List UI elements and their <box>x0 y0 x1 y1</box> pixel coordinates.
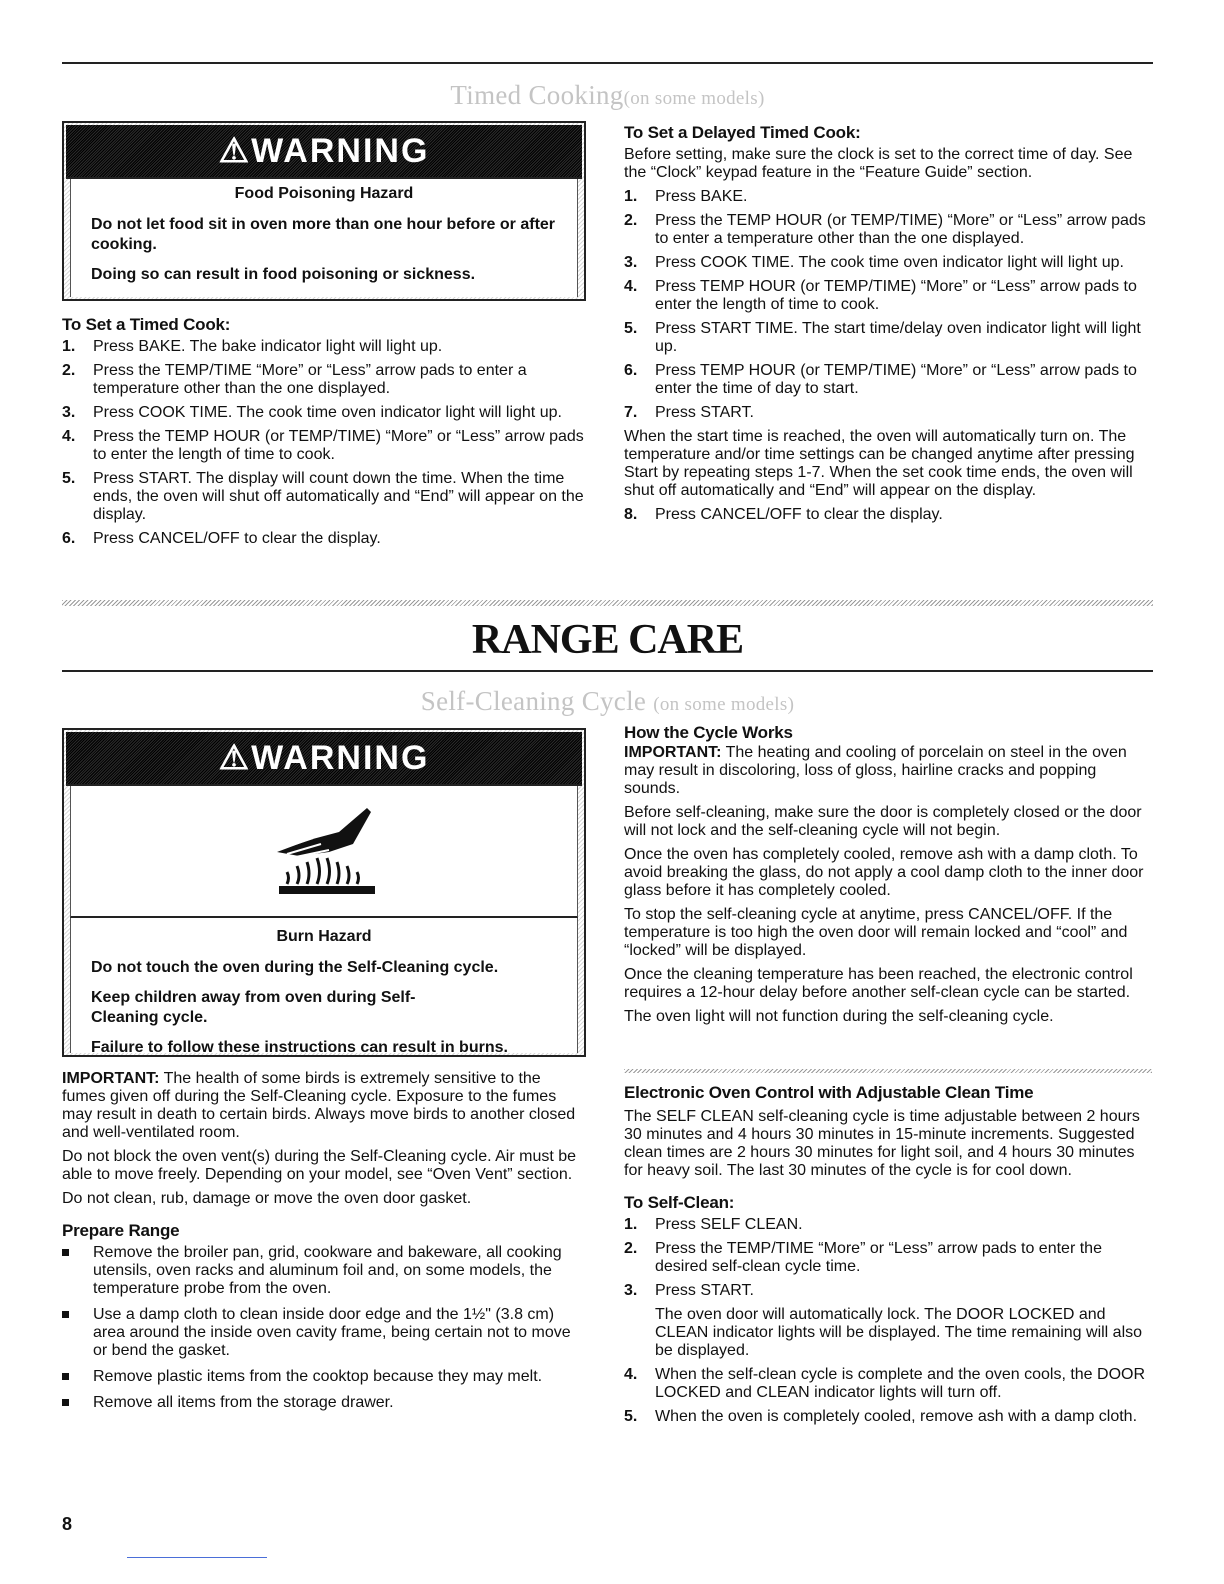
step-text: Press TEMP HOUR (or TEMP/TIME) “More” or “Less” arrow pads to enter the time of day to start. <box>655 362 1137 397</box>
self-clean-left-column <box>62 1070 587 1420</box>
self-clean-steps-continued <box>624 1366 1152 1426</box>
list-item <box>624 212 1152 248</box>
section-divider <box>62 600 1153 606</box>
list-item <box>624 1282 1152 1300</box>
warning-banner-label: ⚠WARNING <box>218 132 430 170</box>
porcelain-important-paragraph <box>624 744 1152 798</box>
warning-banner <box>66 125 582 179</box>
vent-paragraph: Do not block the oven vent(s) during the Self-Cleaning cycle. Air must be able to move freely. Depending on your model, see “Oven Vent” section. <box>62 1148 577 1183</box>
footer-link-underline <box>127 1557 267 1558</box>
step-text: Press the TEMP/TIME “More” or “Less” arrow pads to enter the desired self-clean cycle time. <box>655 1240 1102 1275</box>
step-number: 3. <box>62 404 76 421</box>
step-text: Press CANCEL/OFF to clear the display. <box>93 530 381 547</box>
important-label: IMPORTANT: <box>624 744 722 761</box>
step-text: Press START TIME. The start time/delay oven indicator light will light up. <box>655 320 1141 355</box>
self-clean-steps-heading: To Self-Clean: <box>624 1193 735 1212</box>
hot-surface-hand-icon <box>269 800 389 900</box>
column-divider <box>624 1069 1152 1073</box>
range-care-rule <box>62 670 1153 672</box>
step-text: Press the TEMP HOUR (or TEMP/TIME) “More” or “Less” arrow pads to enter a temperature other than the one displayed. <box>655 212 1146 247</box>
step-text: Press START. <box>655 404 754 421</box>
warning-line: Do not let food sit in oven more than one hour before or after cooking. <box>91 216 556 253</box>
list-item <box>62 404 587 422</box>
list-item <box>62 1306 587 1360</box>
self-cleaning-title-note: (on some models) <box>653 694 795 715</box>
timed-cooking-title-note: (on some models) <box>623 88 765 109</box>
delayed-cook-after: When the start time is reached, the oven will automatically turn on. The temperature and/or time settings can be changed anytime after pressing Start by repeating steps 1-7. When the set cook time ends, the oven will shut off automatically and “End” will appear on the display. <box>624 428 1135 499</box>
warning-hazard-title: Burn Hazard <box>276 928 372 945</box>
step-number: 2. <box>624 212 638 229</box>
step-number: 4. <box>62 428 76 445</box>
step-number: 7. <box>624 404 638 421</box>
list-item <box>62 530 587 548</box>
timed-cooking-title-text: Timed Cooking <box>450 80 624 110</box>
bullet-text: Remove all items from the storage drawer. <box>93 1394 394 1411</box>
list-item <box>62 428 587 464</box>
how-works-paragraph: Once the cleaning temperature has been reached, the electronic control requires a 12-hour delay before another self-clean cycle can be started. <box>624 966 1133 1001</box>
step-number: 6. <box>624 362 638 379</box>
range-care-title: RANGE CARE <box>471 617 744 663</box>
delayed-cook-intro: Before setting, make sure the clock is set to the correct time of day. See the “Clock” keypad feature in the “Feature Guide” section. <box>624 146 1133 181</box>
burn-icon-panel <box>70 786 578 918</box>
list-item <box>62 338 587 356</box>
bullet-icon <box>62 1373 69 1380</box>
step-text: Press SELF CLEAN. <box>655 1216 803 1233</box>
step-text: Press the TEMP/TIME “More” or “Less” arrow pads to enter a temperature other than the one displayed. <box>93 362 527 397</box>
delayed-cook-section <box>624 124 1152 530</box>
important-label: IMPORTANT: <box>62 1070 160 1087</box>
page-number: 8 <box>62 1514 73 1534</box>
how-works-paragraph: The oven light will not function during the self-cleaning cycle. <box>624 1008 1054 1025</box>
timed-cook-steps <box>62 338 587 548</box>
step-number: 2. <box>62 362 76 379</box>
list-item <box>624 320 1152 356</box>
step-number: 8. <box>624 506 638 523</box>
list-item <box>624 1240 1152 1276</box>
electronic-control-heading: Electronic Oven Control with Adjustable Clean Time <box>624 1083 1034 1102</box>
list-item <box>624 362 1152 398</box>
how-works-paragraph: Before self-cleaning, make sure the door is completely closed or the door will not lock and the self-cleaning cycle will not begin. <box>624 804 1142 839</box>
birds-important-paragraph <box>62 1070 587 1142</box>
burn-hazard-warning <box>62 728 586 1057</box>
step-text: Press START. The display will count down the time. When the time ends, the oven will shut off automatically and “End” will appear on the display. <box>93 470 584 523</box>
step-text: Press COOK TIME. The cook time oven indicator light will light up. <box>93 404 562 421</box>
important-text: The heating and cooling of porcelain on steel in the oven may result in discoloring, loss of gloss, hairline cracks and popping sounds. <box>624 744 1127 797</box>
important-text: The health of some birds is extremely sensitive to the fumes given off during the Self-Cleaning cycle. Exposure to the fumes may result in death to certain birds. Always move birds to another closed and well-ventilated room. <box>62 1070 576 1141</box>
step-text: Press COOK TIME. The cook time oven indicator light will light up. <box>655 254 1124 271</box>
warning-body <box>70 179 578 297</box>
warning-line: Keep children away from oven during Self-Cleaning cycle. <box>91 989 416 1026</box>
list-item <box>624 254 1152 272</box>
electronic-control-section <box>624 1084 1152 1432</box>
step-text: Press CANCEL/OFF to clear the display. <box>655 506 943 523</box>
step-text: When the oven is completely cooled, remove ash with a damp cloth. <box>655 1408 1138 1425</box>
step-number: 5. <box>624 320 638 337</box>
list-item <box>62 1244 587 1298</box>
list-item <box>624 1366 1152 1402</box>
warning-line: Do not touch the oven during the Self-Cleaning cycle. <box>91 959 499 976</box>
self-cleaning-title <box>62 686 1153 717</box>
how-works-paragraph: To stop the self-cleaning cycle at anytime, press CANCEL/OFF. If the temperature is too high the oven door will remain locked and “cool” and “locked” will be displayed. <box>624 906 1128 959</box>
warning-line: Failure to follow these instructions can result in burns. <box>91 1039 508 1056</box>
step-number: 6. <box>62 530 76 547</box>
warning-hazard-title: Food Poisoning Hazard <box>234 185 414 202</box>
self-clean-steps <box>624 1216 1152 1300</box>
step-number: 1. <box>624 1216 638 1233</box>
step-number: 5. <box>624 1408 638 1425</box>
gasket-paragraph: Do not clean, rub, damage or move the oven door gasket. <box>62 1190 472 1207</box>
bullet-icon <box>62 1311 69 1318</box>
step-number: 4. <box>624 278 638 295</box>
list-item <box>62 1394 587 1412</box>
warning-body <box>70 918 578 1056</box>
step-text: Press BAKE. The bake indicator light will light up. <box>93 338 443 355</box>
prepare-range-list <box>62 1244 587 1412</box>
bullet-text: Remove the broiler pan, grid, cookware and bakeware, all cooking utensils, oven racks and aluminum foil and, on some models, the temperature probe from the oven. <box>93 1244 562 1297</box>
step-number: 3. <box>624 254 638 271</box>
step-text: Press the TEMP HOUR (or TEMP/TIME) “More” or “Less” arrow pads to enter the length of time to cook. <box>93 428 584 463</box>
step-text: Press START. <box>655 1282 754 1299</box>
step-number: 2. <box>624 1240 638 1257</box>
step-text: Press BAKE. <box>655 188 748 205</box>
step-number: 3. <box>624 1282 638 1299</box>
warning-banner <box>66 732 582 786</box>
delayed-cook-steps <box>624 188 1152 422</box>
step-number: 4. <box>624 1366 638 1383</box>
top-rule <box>62 62 1153 64</box>
warning-banner-label: ⚠WARNING <box>218 739 430 777</box>
list-item <box>624 278 1152 314</box>
timed-cooking-title <box>62 80 1153 111</box>
list-item <box>624 404 1152 422</box>
how-works-paragraph: Once the oven has completely cooled, remove ash with a damp cloth. To avoid breaking the glass, do not apply a cool damp cloth to the inner door glass before it has completely cooled. <box>624 846 1144 899</box>
delayed-cook-step8 <box>624 506 1152 524</box>
bullet-icon <box>62 1399 69 1406</box>
timed-cook-section <box>62 316 587 554</box>
step-number: 1. <box>62 338 76 355</box>
step-number: 5. <box>62 470 76 487</box>
bullet-text: Use a damp cloth to clean inside door edge and the 1½" (3.8 cm) area around the inside oven cavity frame, being certain not to move or bend the gasket. <box>93 1306 571 1359</box>
list-item <box>62 1368 587 1386</box>
how-cycle-works-section <box>624 724 1152 1032</box>
how-cycle-works-heading: How the Cycle Works <box>624 723 793 742</box>
timed-cook-heading: To Set a Timed Cook: <box>62 315 231 334</box>
step-number: 1. <box>624 188 638 205</box>
bullet-icon <box>62 1249 69 1256</box>
list-item <box>62 362 587 398</box>
food-poisoning-warning <box>62 121 586 301</box>
warning-line: Doing so can result in food poisoning or sickness. <box>91 266 476 283</box>
bullet-text: Remove plastic items from the cooktop because they may melt. <box>93 1368 543 1385</box>
list-item <box>624 188 1152 206</box>
electronic-control-text: The SELF CLEAN self-cleaning cycle is time adjustable between 2 hours 30 minutes and 4 hours 30 minutes in 15-minute increments. Suggested clean times are 2 hours 30 minutes for light soil, and 4 hours 30 minutes for heavy soil. The last 30 minutes of the cycle is for cool down. <box>624 1108 1140 1179</box>
list-item <box>624 1408 1152 1426</box>
step-text: Press TEMP HOUR (or TEMP/TIME) “More” or “Less” arrow pads to enter the length of time to cook. <box>655 278 1137 313</box>
list-item <box>624 506 1152 524</box>
step-text: When the self-clean cycle is complete and the oven cools, the DOOR LOCKED and CLEAN indicator lights will turn off. <box>655 1366 1146 1401</box>
delayed-cook-heading: To Set a Delayed Timed Cook: <box>624 123 861 142</box>
self-cleaning-title-text: Self-Cleaning Cycle <box>420 686 647 716</box>
prepare-range-heading: Prepare Range <box>62 1221 180 1240</box>
self-clean-note: The oven door will automatically lock. The DOOR LOCKED and CLEAN indicator lights will be displayed. The time remaining will also be displayed. <box>655 1306 1143 1359</box>
list-item <box>62 470 587 524</box>
list-item <box>624 1216 1152 1234</box>
